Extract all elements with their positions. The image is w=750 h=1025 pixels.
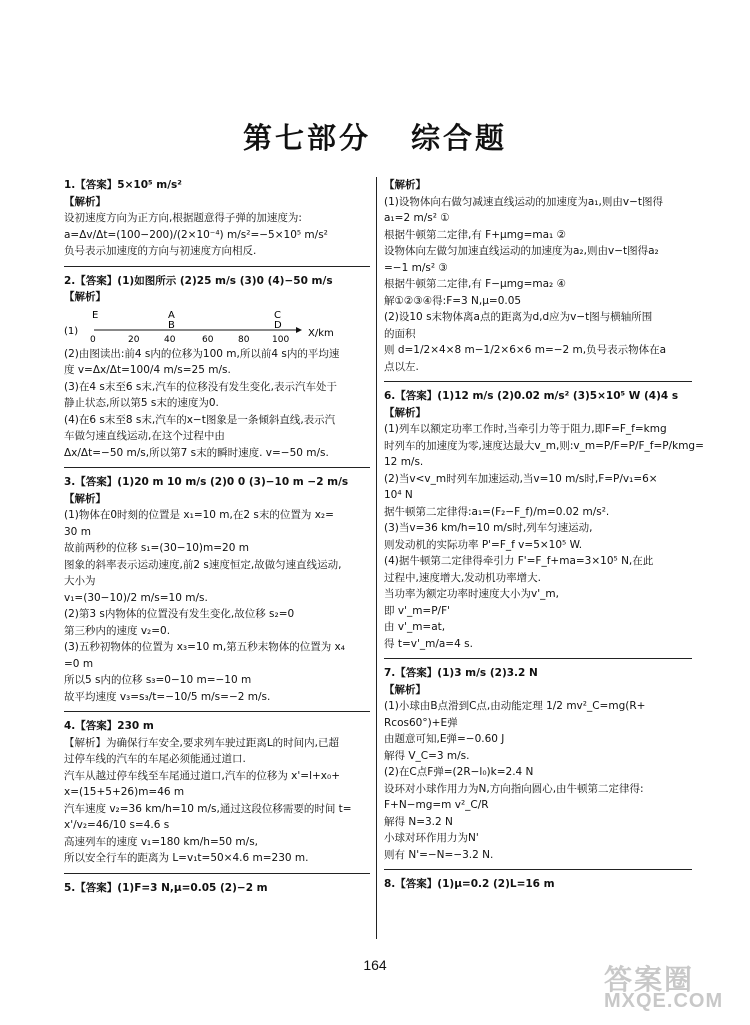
point-label-A: A bbox=[168, 309, 175, 321]
answer-line: 过程中,速度增大,发动机功率增大. bbox=[384, 571, 542, 584]
answer-line: (4)在6 s末至8 s末,汽车的x−t图象是一条倾斜直线,表示汽 bbox=[64, 413, 336, 426]
answer-line: (2)设10 s末物体离a点的距离为d,d应为v−t图与横轴所围 bbox=[384, 311, 653, 323]
axis-arrow bbox=[296, 327, 302, 333]
answer-line: (2)在C点F弹=(2R−l₀)k=2.4 N bbox=[384, 766, 534, 778]
answer-line: 【解析】 bbox=[384, 406, 426, 419]
answer-line: 5.【答案】(1)F=3 N,μ=0.05 (2)−2 m bbox=[64, 881, 268, 894]
answer-line: 设环对小球作用力为N,方向指向圆心,由牛顿第二定律得: bbox=[384, 782, 644, 795]
answer-line: v₁=(30−10)/2 m/s=10 m/s. bbox=[64, 591, 208, 604]
answer-line: (3)在4 s末至6 s末,汽车的位移没有发生变化,表示汽车处于 bbox=[64, 380, 338, 393]
answer-line: Rcos60°)+E弹 bbox=[384, 716, 458, 729]
divider bbox=[64, 467, 370, 468]
answer-4 bbox=[64, 718, 370, 867]
answer-line: 根据牛顿第二定律,有 F+μmg=ma₁ ② bbox=[384, 228, 567, 241]
divider bbox=[64, 873, 370, 874]
answer-line: 3.【答案】(1)20 m 10 m/s (2)0 0 (3)−10 m −2 m/s bbox=[64, 476, 349, 488]
answer-line: 图象的斜率表示运动速度,前2 s速度恒定,故做匀速直线运动, bbox=[64, 558, 342, 571]
answer-line: x=(15+5+26)m=46 m bbox=[64, 786, 185, 798]
tick-label: 20 bbox=[128, 334, 140, 345]
answer-line: (2)当v<v_m时列车加速运动,当v=10 m/s时,F=P/v₁=6× bbox=[384, 472, 658, 485]
answer-5-continued bbox=[384, 177, 692, 375]
divider bbox=[64, 711, 370, 712]
position-axis-diagram bbox=[64, 306, 370, 346]
answer-line: 高速列车的速度 v₁=180 km/h=50 m/s, bbox=[64, 835, 259, 848]
divider bbox=[384, 869, 692, 870]
answer-line: 第三秒内的速度 v₂=0. bbox=[64, 624, 171, 637]
answer-line: 大小为 bbox=[64, 575, 96, 587]
answer-line: 汽车从越过停车线至车尾通过道口,汽车的位移为 x'=l+x₀+ bbox=[64, 769, 341, 782]
answer-line: 7.【答案】(1)3 m/s (2)3.2 N bbox=[384, 667, 538, 679]
answer-line: (1)设物体向右做匀减速直线运动的加速度为a₁,则由v−t图得 bbox=[384, 195, 663, 208]
answer-5 bbox=[64, 880, 370, 897]
right-column bbox=[384, 177, 704, 893]
answer-line: 小球对环作用力为N' bbox=[384, 832, 479, 844]
divider bbox=[64, 266, 370, 267]
answer-line: 负号表示加速度的方向与初速度方向相反. bbox=[64, 245, 257, 257]
tick-label: 40 bbox=[164, 334, 176, 345]
tick-label: 80 bbox=[238, 334, 250, 345]
answer-line: (2)由图读出:前4 s内的位移为100 m,所以前4 s内的平均速 bbox=[64, 347, 340, 360]
answer-line: 解得 N=3.2 N bbox=[384, 815, 453, 828]
answer-line: 12 m/s. bbox=[384, 456, 424, 468]
answer-6 bbox=[384, 388, 704, 652]
answer-line: 根据牛顿第二定律,有 F−μmg=ma₂ ④ bbox=[384, 278, 567, 290]
answer-line: 所以安全行车的距离为 L=v₁t=50×4.6 m=230 m. bbox=[64, 852, 309, 864]
answer-line: 8.【答案】(1)μ=0.2 (2)L=16 m bbox=[384, 878, 555, 890]
answer-line: a₁=2 m/s² ① bbox=[384, 212, 450, 224]
answer-2 bbox=[64, 273, 370, 462]
answer-line: 则 d=1/2×4×8 m−1/2×6×6 m=−2 m,负号表示物体在a bbox=[384, 344, 667, 356]
diagram-label: (1) bbox=[64, 325, 79, 337]
answer-line: (3)当v=36 km/h=10 m/s时,列车匀速运动, bbox=[384, 522, 593, 534]
tick-label: 100 bbox=[272, 334, 290, 345]
answer-line: 【解析】为确保行车安全,要求列车驶过距离L的时间内,已超 bbox=[64, 736, 340, 749]
answer-line: (1)列车以额定功率工作时,当牵引力等于阻力,即F=F_f=kmg bbox=[384, 423, 667, 435]
answer-line: 据牛顿第二定律得:a₁=(F₂−F_f)/m=0.02 m/s². bbox=[384, 505, 610, 518]
answer-line: 的面积 bbox=[384, 327, 416, 340]
answer-line: 度 v=Δx/Δt=100/4 m/s=25 m/s. bbox=[64, 364, 231, 376]
answer-line: 点以左. bbox=[384, 360, 419, 373]
divider bbox=[384, 381, 692, 382]
answer-line: (3)五秒初物体的位置为 x₃=10 m,第五秒末物体的位置为 x₄ bbox=[64, 641, 345, 653]
answer-line: 设初速度方向为正方向,根据题意得子弹的加速度为: bbox=[64, 212, 302, 224]
point-label-C: C bbox=[274, 309, 281, 321]
answer-line: 4.【答案】230 m bbox=[64, 720, 154, 732]
answer-line: 2.【答案】(1)如图所示 (2)25 m/s (3)0 (4)−50 m/s bbox=[64, 274, 333, 287]
answer-line: 由 v'_m=at, bbox=[384, 621, 446, 633]
answer-line: 10⁴ N bbox=[384, 489, 413, 501]
answer-line: 解得 V_C=3 m/s. bbox=[384, 749, 470, 762]
divider bbox=[384, 658, 692, 659]
answer-8 bbox=[384, 876, 692, 893]
answer-line: 时列车的加速度为零,速度达最大v_m,则:v_m=P/F=P/F_f=P/kmg= bbox=[384, 439, 704, 452]
answer-line: F+N−mg=m v²_C/R bbox=[384, 799, 489, 811]
answer-line: 【解析】 bbox=[64, 492, 106, 505]
answer-line: 【解析】 bbox=[384, 179, 426, 191]
answer-line: 过停车线的汽车的车尾必须能通过道口. bbox=[64, 753, 246, 765]
answer-line: 即 v'_m=P/F' bbox=[384, 604, 451, 617]
answer-line: 故前两秒的位移 s₁=(30−10)m=20 m bbox=[64, 542, 249, 554]
answer-line: (4)据牛顿第二定律得牵引力 F'=F_f+ma=3×10⁵ N,在此 bbox=[384, 555, 654, 567]
point-label-D: D bbox=[274, 319, 282, 331]
tick-label: 60 bbox=[202, 334, 214, 345]
answer-line: (1)小球由B点滑到C点,由动能定理 1/2 mv²_C=mg(R+ bbox=[384, 700, 646, 712]
answer-line: 所以5 s内的位移 s₃=0−10 m=−10 m bbox=[64, 674, 252, 686]
answer-line: 得 t=v'_m/a=4 s. bbox=[384, 637, 473, 650]
answer-line: (2)第3 s内物体的位置没有发生变化,故位移 s₂=0 bbox=[64, 608, 295, 620]
answer-line: 则有 N'=−N=−3.2 N. bbox=[384, 848, 494, 861]
answer-line: 30 m bbox=[64, 525, 91, 538]
answer-line: =0 m bbox=[64, 657, 94, 670]
answer-line: Δx/Δt=−50 m/s,所以第7 s末的瞬时速度. v=−50 m/s. bbox=[64, 446, 329, 459]
position-axis-svg bbox=[64, 306, 364, 346]
answer-line: a=Δv/Δt=(100−200)/(2×10⁻⁴) m/s²=−5×10⁵ m/s² bbox=[64, 228, 328, 241]
watermark-url: MXQE.COM bbox=[604, 990, 724, 1012]
answer-7 bbox=[384, 665, 692, 863]
answer-line: 6.【答案】(1)12 m/s (2)0.02 m/s² (3)5×10⁵ W (4)4 s bbox=[384, 390, 679, 402]
answer-line: x'/v₂=46/10 s=4.6 s bbox=[64, 819, 170, 831]
answer-1 bbox=[64, 177, 370, 260]
answer-line: 【解析】 bbox=[64, 291, 106, 303]
point-label-B: B bbox=[168, 319, 175, 331]
answer-line: 设物体向左做匀加速直线运动的加速度为a₂,则由v−t图得a₂ bbox=[384, 245, 659, 257]
point-label-E: E bbox=[92, 309, 99, 321]
answer-line: 汽车速度 v₂=36 km/h=10 m/s,通过这段位移需要的时间 t= bbox=[64, 802, 352, 815]
left-column bbox=[64, 177, 370, 896]
column-divider bbox=[376, 177, 377, 939]
page-number: 164 bbox=[363, 957, 387, 973]
axis-label: X/km bbox=[308, 327, 334, 339]
answer-line: 由题意可知,E弹=−0.60 J bbox=[384, 733, 505, 745]
answer-line: 故平均速度 v₃=s₃/t=−10/5 m/s=−2 m/s. bbox=[64, 690, 271, 703]
answer-line: 解①②③④得:F=3 N,μ=0.05 bbox=[384, 294, 522, 307]
answer-line: 1.【答案】5×10⁵ m/s² bbox=[64, 179, 182, 191]
answer-line: (1)物体在0时刻的位置是 x₁=10 m,在2 s末的位置为 x₂= bbox=[64, 509, 334, 521]
answer-line: 【解析】 bbox=[64, 195, 106, 208]
answer-line: 当功率为额定功率时速度大小为v'_m, bbox=[384, 588, 559, 600]
page-title: 第七部分 综合题 bbox=[242, 121, 508, 155]
answer-3 bbox=[64, 474, 370, 705]
origin-label: 0 bbox=[90, 334, 96, 345]
answer-line: 则发动机的实际功率 P'=F_f v=5×10⁵ W. bbox=[384, 538, 583, 551]
answer-line: 静止状态,所以第5 s末的速度为0. bbox=[64, 397, 219, 409]
answer-line: 车做匀速直线运动,在这个过程中由 bbox=[64, 430, 225, 442]
watermark-logo: 答案圈 bbox=[604, 963, 695, 996]
answer-line: =−1 m/s² ③ bbox=[384, 261, 448, 274]
answer-line: 【解析】 bbox=[384, 683, 426, 696]
